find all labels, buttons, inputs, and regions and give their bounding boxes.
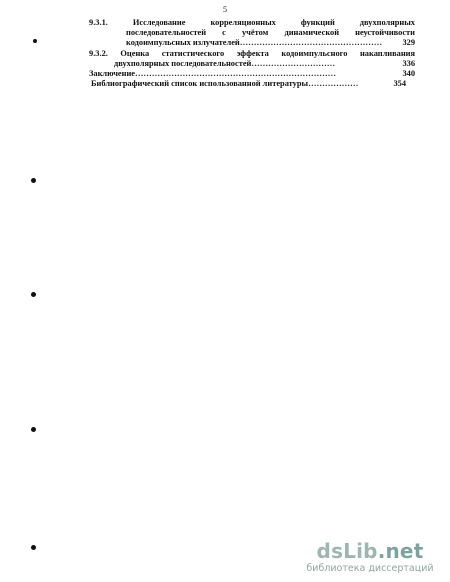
toc-entry-number: 9.3.1.	[89, 18, 108, 27]
toc-entry-page: 354	[393, 79, 406, 89]
margin-bullet	[31, 178, 36, 183]
toc-entry-number: 9.3.2.	[89, 48, 108, 58]
toc-entry-conclusion	[89, 69, 415, 79]
watermark-logo: dsLib.net	[316, 539, 424, 563]
toc-entry-leader: ……………………………………………	[239, 38, 383, 48]
margin-bullet	[33, 39, 37, 43]
toc-entry-page: 340	[402, 69, 415, 79]
page-number: 5	[223, 5, 227, 14]
toc-entry-title-line: кодоимпульсных излучателей	[126, 38, 240, 48]
toc-entry-leader: …………………………	[251, 58, 336, 68]
toc-entry-title: Заключение	[89, 69, 136, 79]
margin-bullet	[31, 545, 36, 550]
watermark	[300, 539, 440, 574]
toc-entry-leader: ………………	[308, 79, 359, 89]
toc-entry-page: 329	[402, 38, 415, 48]
toc-entry-title: Библиографический список использованной литературы	[91, 79, 309, 89]
margin-bullet	[31, 292, 36, 297]
toc-entry-title: Оценка статистического эффекта кодоимпульсного накапливания	[120, 48, 416, 58]
margin-bullet	[31, 427, 36, 432]
toc-entry-leader: ………………………………………………………………	[135, 69, 337, 79]
watermark-subtitle: библиотека диссертаций	[306, 563, 434, 574]
table-of-contents	[89, 18, 415, 89]
toc-entry-9-3-1	[89, 18, 415, 49]
toc-entry-title-line: двухполярных последовательностей	[114, 58, 252, 68]
toc-entry-bibliography	[89, 79, 406, 89]
toc-entry-page: 336	[402, 58, 415, 68]
toc-entry-title-line: последовательностей с учётом динамической неустойчивости	[126, 28, 415, 38]
toc-entry-title: Исследование корреляционных функций двухполярных	[132, 18, 415, 27]
toc-entry-9-3-2	[89, 49, 415, 69]
